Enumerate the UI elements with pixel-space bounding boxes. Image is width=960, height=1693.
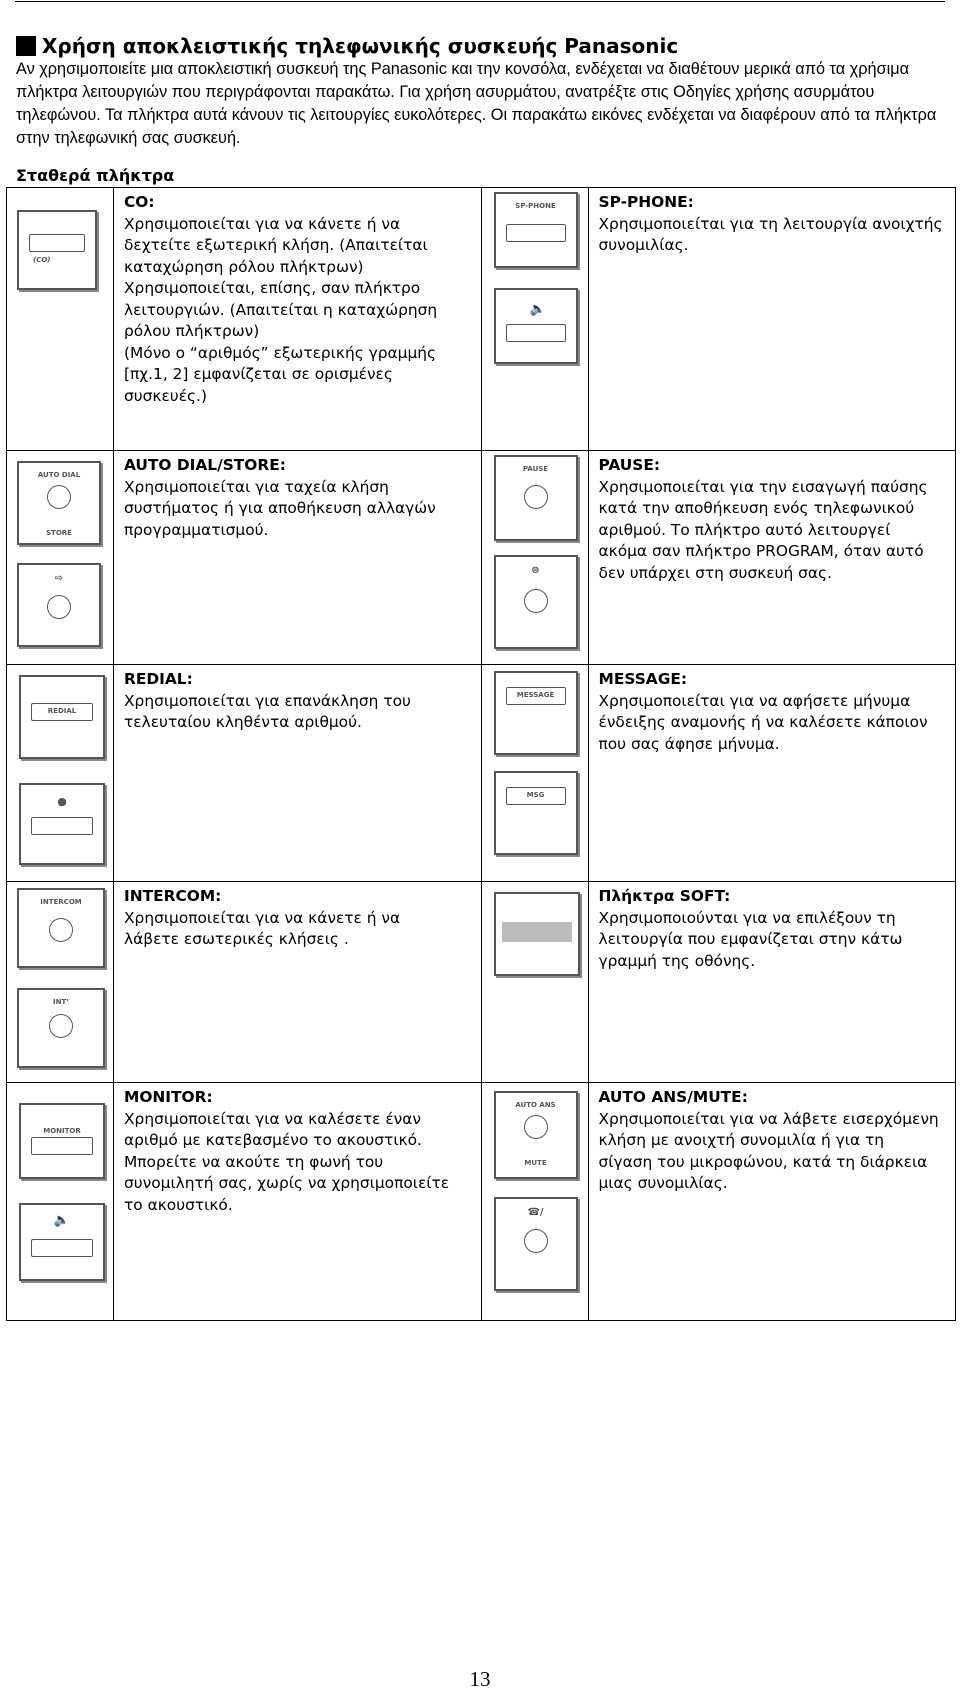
message-key-desc: Χρησιμοποιείται για να αφήσετε μήνυμα ένδειξης αναμονής ή να καλέσετε κάποιον που σας άφησε μήνυμα. [598, 691, 928, 753]
pause-text-cell [588, 451, 956, 665]
intercom-key-desc: Χρησιμοποιείται για να κάνετε ή να λάβετε εσωτερικές κλήσεις . [124, 908, 401, 948]
table-row [7, 665, 956, 882]
soft-text-cell [588, 882, 956, 1083]
co-key-name: CO: [124, 193, 155, 211]
monitor-image-cell [7, 1083, 114, 1321]
table-row [7, 188, 956, 451]
monitor-alt-key-icon [19, 1203, 105, 1281]
redial-image-cell [7, 665, 114, 882]
redial-alt-key-icon [19, 783, 105, 865]
pause-key-name: PAUSE: [598, 456, 661, 474]
monitor-text-cell [114, 1083, 482, 1321]
arrow-key-icon [17, 563, 101, 647]
redial-key-desc: Χρησιμοποιείται για επανάκληση του τελευταίου κληθέντα αριθμού. [124, 691, 411, 731]
auto-ans-key-desc: Χρησιμοποιείται για να λάβετε εισερχόμενη κλήση με ανοιχτή συνομιλία ή για τη σίγαση του μικροφώνου, κατά τη διάρκεια μιας συνομιλίας. [598, 1109, 939, 1192]
redial-text-cell [114, 665, 482, 882]
auto-dial-image-cell [7, 451, 114, 665]
co-text-cell [114, 188, 482, 451]
co-image-cell [7, 188, 114, 451]
page-title [16, 34, 678, 58]
speaker-icon: 🔈 [529, 302, 546, 317]
intercom-key-name: INTERCOM: [124, 887, 222, 905]
co-key-icon: (CO) [17, 210, 97, 290]
intercom-text-cell [114, 882, 482, 1083]
co-key-desc: Χρησιμοποιείται για να κάνετε ή να δεχτείτε εξωτερική κλήση. (Απαιτείται καταχώρηση ρόλου πλήκτρων) Χρησιμοποιείται, επίσης, σαν πλήκτρο λειτουργιών. (Απαιτείται η καταχώρηση ρόλου πλήκτρων) (Μόνο ο “αριθμός” εξωτερικής γραμμής [πχ.1, 2] εμφανίζεται σε ορισμένες συσκευές.) [124, 214, 438, 405]
phone-mute-icon: ☎/ [527, 1207, 544, 1218]
sp-phone-key-name: SP-PHONE: [598, 193, 694, 211]
intercom-image-cell [7, 882, 114, 1083]
auto-ans-image-cell [481, 1083, 588, 1321]
arrow-right-icon: ⇨ [54, 573, 64, 584]
table-row [7, 451, 956, 665]
pause-image-cell [481, 451, 588, 665]
pause-key-desc: Χρησιμοποιείται για την εισαγωγή παύσης κατά την αποθήκευση ενός τηλεφωνικού αριθμού. Το πλήκτρο αυτό λειτουργεί ακόμα σαν πλήκτρο PROGRAM, όταν αυτό δεν υπάρχει στη συσκευή σας. [598, 477, 928, 582]
keys-table [6, 187, 956, 1321]
message-key-name: MESSAGE: [598, 670, 688, 688]
auto-dial-text-cell [114, 451, 482, 665]
message-text-cell [588, 665, 956, 882]
table-row [7, 882, 956, 1083]
sp-phone-image-cell [481, 188, 588, 451]
auto-ans-key-name: AUTO ANS/MUTE: [598, 1088, 748, 1106]
page-title-text: Χρήση αποκλειστικής τηλεφωνικής συσκευής Panasonic [42, 34, 679, 58]
auto-dial-key-name: AUTO DIAL/STORE: [124, 456, 286, 474]
monitor-key-desc: Χρησιμοποιείται για να καλέσετε έναν αριθμό με κατεβασμένο το ακουστικό. Μπορείτε να ακούτε τη φωνή του συνομιλητή σας, χωρίς να χρησιμοποιείτε το ακουστικό. [124, 1109, 450, 1214]
record-dot-icon: ● [57, 795, 67, 808]
page-number: 13 [469, 1667, 491, 1691]
top-rule [15, 1, 945, 2]
speaker-key-icon [494, 288, 578, 364]
soft-key-icon [494, 892, 580, 976]
msg-key-icon: MSG [494, 771, 578, 855]
monitor-key-name: MONITOR: [124, 1088, 213, 1106]
title-square-icon [16, 36, 36, 56]
soft-key-desc: Χρησιμοποιούνται για να επιλέξουν τη λειτουργία που εμφανίζεται στην κάτω γραμμή της οθόνης. [598, 908, 903, 970]
auto-ans-alt-key-icon [494, 1197, 578, 1291]
message-key-icon: MESSAGE [494, 671, 578, 755]
soft-key-name: Πλήκτρα SOFT: [598, 887, 731, 905]
monitor-key-icon: MONITOR [19, 1103, 105, 1179]
soft-image-cell [481, 882, 588, 1083]
pause-key-icon: PAUSE [494, 455, 578, 541]
int-key-icon: INT’ [17, 988, 105, 1068]
table-row [7, 1083, 956, 1321]
auto-dial-key-icon: AUTO DIAL STORE [17, 461, 101, 545]
sp-phone-key-desc: Χρησιμοποιείται για τη λειτουργία ανοιχτής συνομιλίας. [598, 214, 943, 254]
redial-key-icon: REDIAL [19, 675, 105, 759]
redial-key-name: REDIAL: [124, 670, 193, 688]
message-image-cell [481, 665, 588, 882]
pause-symbol-icon: ⊜ [531, 565, 540, 576]
sp-phone-key-icon: SP-PHONE [494, 192, 578, 268]
intro-paragraph: Αν χρησιμοποιείτε μια αποκλειστική συσκευή της Panasonic και την κονσόλα, ενδέχεται να διαθέτουν μερικά από τα χρήσιμα πλήκτρα λειτουργιών που περιγράφονται παρακάτω. Για χρήση ασυρμάτου, ανατρέξτε στις Οδηγίες χρήσης ασυρμάτου τηλεφώνου. Τα πλήκτρα αυτά κάνουν τις λειτουργίες ευκολότερες. Οι παρακάτω εικόνες ενδέχεται να διαφέρουν από τα πλήκτρα στην τηλεφωνική σας συσκευή. [16, 60, 937, 147]
sp-phone-text-cell [588, 188, 956, 451]
auto-ans-key-icon: AUTO ANS MUTE [494, 1091, 578, 1179]
auto-dial-key-desc: Χρησιμοποιείται για ταχεία κλήση συστήματος ή για αποθήκευση αλλαγών προγραμματισμού. [124, 477, 436, 539]
auto-ans-text-cell [588, 1083, 956, 1321]
section-title: Σταθερά πλήκτρα [16, 166, 175, 185]
speaker-icon: 🔈 [53, 1213, 71, 1228]
intercom-key-icon: INTERCOM [17, 888, 105, 968]
pause-alt-key-icon [494, 555, 578, 649]
